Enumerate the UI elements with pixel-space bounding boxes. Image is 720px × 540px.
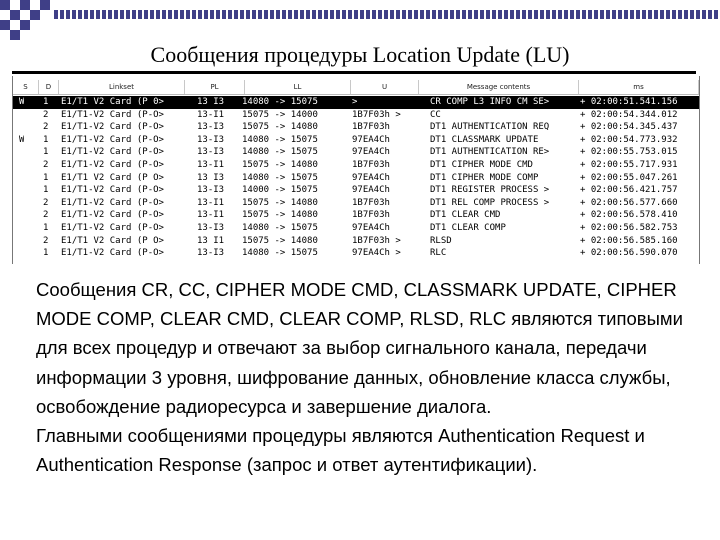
cell-ms: + 02:00:56.421.757: [580, 185, 678, 196]
column-header-ms[interactable]: ms: [579, 80, 699, 94]
column-header-pl[interactable]: PL: [185, 80, 245, 94]
cell-ll: 14000 -> 15075: [242, 185, 318, 196]
cell-ll: 15075 -> 14080: [242, 235, 318, 246]
cell-ll: 15075 -> 14080: [242, 159, 318, 170]
cell-linkset: E1/T1-V2 Card (P-O>: [61, 122, 164, 133]
trace-row[interactable]: [13, 172, 699, 185]
cell-ll: 14080 -> 15075: [242, 147, 318, 158]
cell-message: RLC: [430, 248, 447, 259]
cell-d: 2: [43, 197, 49, 208]
column-header-d[interactable]: D: [39, 80, 59, 94]
cell-ms: + 02:00:55.717.931: [580, 159, 678, 170]
cell-u: 97EA4Ch: [352, 147, 390, 158]
cell-message: DT1 REGISTER PROCESS >: [430, 185, 550, 196]
cell-linkset: E1/T1-V2 Card (P-O>: [61, 185, 164, 196]
cell-ms: + 02:00:54.345.437: [580, 122, 678, 133]
cell-linkset: E1/T1-V2 Card (P-O>: [61, 197, 164, 208]
cell-pl: 13-I3: [197, 122, 225, 133]
cell-message: DT1 REL COMP PROCESS >: [430, 197, 550, 208]
cell-d: 1: [43, 222, 49, 233]
cell-u: 1B7F03h: [352, 159, 390, 170]
cell-ll: 14080 -> 15075: [242, 248, 318, 259]
cell-message: DT1 CLEAR CMD: [430, 210, 501, 221]
cell-d: 2: [43, 109, 49, 120]
cell-linkset: E1/T1 V2 Card (P 0>: [61, 97, 164, 107]
cell-message: CR COMP L3 INFO CM SE>: [430, 97, 550, 107]
trace-row[interactable]: [13, 197, 699, 210]
cell-pl: 13 I3: [197, 97, 225, 107]
cell-pl: 13-I1: [197, 197, 225, 208]
cell-u: 1B7F03h >: [352, 109, 401, 120]
cell-linkset: E1/T1-V2 Card (P-O>: [61, 222, 164, 233]
cell-linkset: E1/T1-V2 Card (P-O>: [61, 134, 164, 145]
trace-row[interactable]: [13, 235, 699, 248]
header-decoration: [0, 0, 720, 40]
body-paragraph-2: Главными сообщениями процедуры являются Authentication Request и Authentication Response (запрос и ответ аутентификации).: [36, 425, 645, 476]
cell-message: DT1 AUTHENTICATION REQ: [430, 122, 550, 133]
cell-d: 2: [43, 122, 49, 133]
column-header-s[interactable]: S: [13, 80, 39, 94]
trace-row[interactable]: [13, 209, 699, 222]
cell-linkset: E1/T1-V2 Card (P-O>: [61, 159, 164, 170]
cell-message: DT1 CIPHER MODE CMD: [430, 159, 533, 170]
cell-ms: + 02:00:54.344.012: [580, 109, 678, 120]
slide-title: Сообщения процедуры Location Update (LU): [150, 42, 570, 67]
cell-pl: 13-I1: [197, 109, 225, 120]
cell-message: CC: [430, 109, 441, 120]
cell-linkset: E1/T1-V2 Card (P-O>: [61, 210, 164, 221]
decorative-checker-bar: [54, 10, 720, 19]
trace-row[interactable]: [13, 222, 699, 235]
cell-ll: 15075 -> 14080: [242, 197, 318, 208]
trace-row[interactable]: [13, 109, 699, 122]
column-header-message[interactable]: Message contents: [419, 80, 579, 94]
cell-d: 1: [43, 97, 49, 107]
cell-pl: 13 I3: [197, 172, 225, 183]
trace-row[interactable]: [13, 159, 699, 172]
cell-u: 97EA4Ch: [352, 185, 390, 196]
cell-message: DT1 AUTHENTICATION RE>: [430, 147, 550, 158]
protocol-trace-screenshot: [12, 76, 700, 264]
cell-pl: 13-I1: [197, 159, 225, 170]
cell-linkset: E1/T1-V2 Card (P-O>: [61, 147, 164, 158]
column-header-ll[interactable]: LL: [245, 80, 351, 94]
cell-ms: + 02:00:56.590.070: [580, 248, 678, 259]
cell-ll: 14080 -> 15075: [242, 222, 318, 233]
cell-ll: 15075 -> 14080: [242, 122, 318, 133]
cell-linkset: E1/T1-V2 Card (P-O>: [61, 248, 164, 259]
cell-ll: 15075 -> 14080: [242, 210, 318, 221]
trace-rows: [13, 96, 699, 260]
trace-row[interactable]: [13, 247, 699, 260]
cell-d: 1: [43, 134, 49, 145]
trace-column-headers: [13, 80, 699, 95]
cell-u: 1B7F03h: [352, 122, 390, 133]
cell-linkset: E1/T1-V2 Card (P-O>: [61, 109, 164, 120]
cell-u: 97EA4Ch: [352, 222, 390, 233]
cell-d: 2: [43, 159, 49, 170]
cell-message: DT1 CLEAR COMP: [430, 222, 506, 233]
cell-pl: 13-I3: [197, 185, 225, 196]
cell-pl: 13-I3: [197, 134, 225, 145]
cell-u: 1B7F03h >: [352, 235, 401, 246]
cell-ms: + 02:00:54.773.932: [580, 134, 678, 145]
trace-row[interactable]: [13, 134, 699, 147]
cell-d: 2: [43, 235, 49, 246]
cell-pl: 13 I1: [197, 235, 225, 246]
cell-u: 97EA4Ch >: [352, 248, 401, 259]
cell-ll: 14080 -> 15075: [242, 97, 318, 107]
cell-ms: + 02:00:56.577.660: [580, 197, 678, 208]
cell-message: RLSD: [430, 235, 452, 246]
cell-ms: + 02:00:55.753.015: [580, 147, 678, 158]
cell-message: DT1 CIPHER MODE COMP: [430, 172, 539, 183]
cell-pl: 13-I3: [197, 147, 225, 158]
cell-ll: 14080 -> 15075: [242, 172, 318, 183]
cell-ms: + 02:00:56.585.160: [580, 235, 678, 246]
title-underline: [12, 71, 696, 74]
cell-u: 97EA4Ch: [352, 134, 390, 145]
cell-u: 1B7F03h: [352, 197, 390, 208]
trace-row[interactable]: [13, 146, 699, 159]
cell-pl: 13-I3: [197, 222, 225, 233]
cell-s: W: [19, 134, 25, 145]
cell-pl: 13-I1: [197, 210, 225, 221]
column-header-u[interactable]: U: [351, 80, 419, 94]
trace-row[interactable]: [13, 184, 699, 197]
cell-pl: 13-I3: [197, 248, 225, 259]
cell-s: W: [19, 97, 25, 107]
cell-d: 1: [43, 185, 49, 196]
cell-linkset: E1/T1 V2 Card (P O>: [61, 235, 164, 246]
cell-message: DT1 CLASSMARK UPDATE: [430, 134, 539, 145]
cell-u: 97EA4Ch: [352, 172, 390, 183]
cell-ms: + 02:00:51.541.156: [580, 97, 678, 107]
cell-ll: 14080 -> 15075: [242, 134, 318, 145]
trace-row[interactable]: [13, 96, 699, 109]
cell-u: >: [352, 97, 358, 107]
body-paragraph-1: Сообщения CR, CC, CIPHER MODE CMD, CLASSMARK UPDATE, CIPHER MODE COMP, CLEAR CMD, CLEAR COMP, RLSD, RLC являются типовыми для всех процедур и отвечают за выбор сигнального канала, передачи информации 3 уровня, шифрование данных, обновление класса службы, освобождение радиоресурса и завершение диалога.: [36, 279, 683, 417]
slide-body: [36, 275, 696, 479]
cell-ms: + 02:00:56.582.753: [580, 222, 678, 233]
trace-row[interactable]: [13, 121, 699, 134]
cell-ms: + 02:00:55.047.261: [580, 172, 678, 183]
cell-ll: 15075 -> 14000: [242, 109, 318, 120]
cell-d: 1: [43, 172, 49, 183]
column-header-linkset[interactable]: Linkset: [59, 80, 185, 94]
cell-linkset: E1/T1 V2 Card (P O>: [61, 172, 164, 183]
cell-u: 1B7F03h: [352, 210, 390, 221]
cell-d: 1: [43, 248, 49, 259]
cell-ms: + 02:00:56.578.410: [580, 210, 678, 221]
cell-d: 1: [43, 147, 49, 158]
cell-d: 2: [43, 210, 49, 221]
